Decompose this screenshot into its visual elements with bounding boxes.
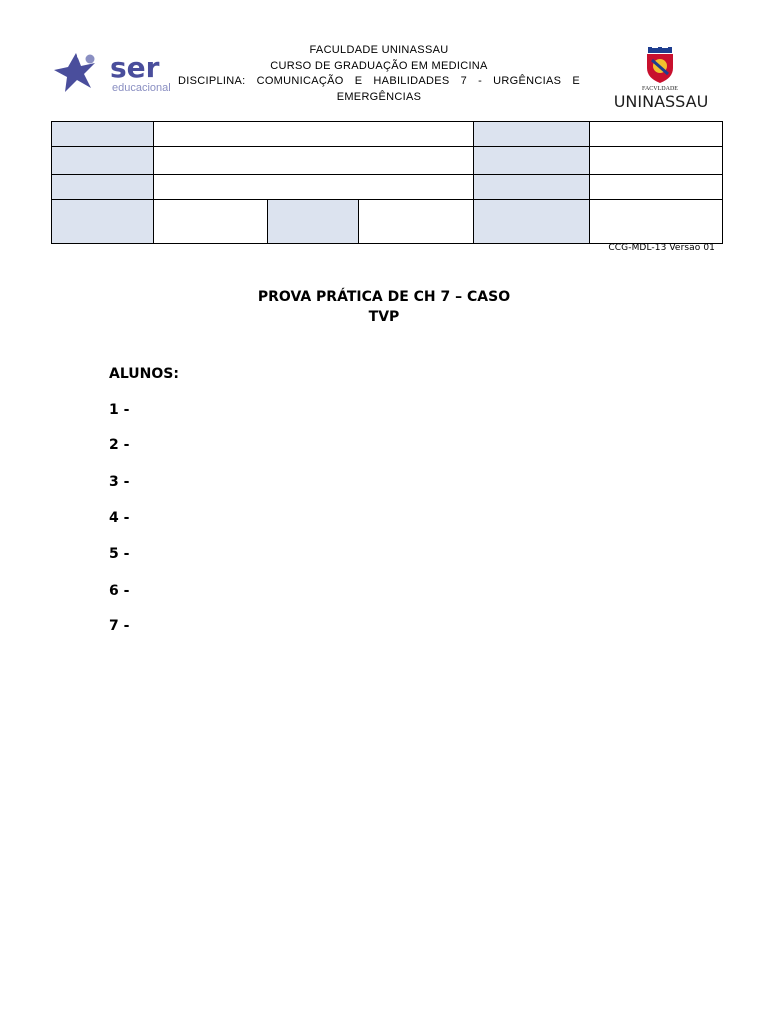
identification-table <box>51 121 723 244</box>
field-cell[interactable] <box>154 122 474 147</box>
exam-title-line1: PROVA PRÁTICA DE CH 7 – CASO <box>257 289 511 305</box>
field-cell[interactable] <box>154 147 474 175</box>
table-row <box>52 122 723 147</box>
student-number-2: 2 - <box>109 437 130 453</box>
field-cell[interactable] <box>154 175 474 200</box>
logo-faculdade-text: FACVLDADE <box>642 86 678 92</box>
field-cell[interactable] <box>590 200 723 244</box>
label-cell <box>474 175 590 200</box>
table-row <box>52 147 723 175</box>
label-cell <box>474 147 590 175</box>
exam-title-line2: TVP <box>368 309 400 325</box>
uninassau-logo <box>606 46 716 110</box>
form-version-code: CCG-MDL-13 Versão 01 <box>608 243 715 253</box>
header-discipline: DISCIPLINA: COMUNICAÇÃO E HABILIDADES 7 - URGÊNCIAS E <box>178 75 580 87</box>
label-cell <box>52 147 154 175</box>
table-row <box>52 175 723 200</box>
field-cell[interactable] <box>590 122 723 147</box>
label-cell <box>474 200 590 244</box>
header-discipline-cont: EMERGÊNCIAS <box>336 90 422 103</box>
label-cell <box>474 122 590 147</box>
field-cell[interactable] <box>154 200 268 244</box>
student-number-6: 6 - <box>109 583 130 599</box>
student-number-4: 4 - <box>109 510 130 526</box>
student-number-7: 7 - <box>109 618 130 634</box>
header-institution: FACULDADE UNINASSAU <box>309 44 449 56</box>
logo-uninassau-text: UNINASSAU <box>613 92 709 110</box>
label-cell <box>52 175 154 200</box>
label-cell <box>52 122 154 147</box>
logo-educacional-text: educacional <box>112 82 170 94</box>
header-text-block <box>178 43 580 105</box>
student-number-1: 1 - <box>109 402 130 418</box>
student-number-5: 5 - <box>109 546 130 562</box>
students-label: ALUNOS: <box>109 366 179 382</box>
field-cell[interactable] <box>590 175 723 200</box>
exam-title <box>0 287 768 327</box>
label-cell <box>268 200 359 244</box>
logo-ser-text: ser <box>110 51 160 84</box>
table-row <box>52 200 723 244</box>
field-cell[interactable] <box>359 200 474 244</box>
header-course: CURSO DE GRADUAÇÃO EM MEDICINA <box>270 59 488 72</box>
field-cell[interactable] <box>590 147 723 175</box>
ser-educacional-logo <box>50 50 170 98</box>
label-cell <box>52 200 154 244</box>
star-people-icon <box>54 53 95 92</box>
shield-crest-icon <box>647 47 673 83</box>
student-number-3: 3 - <box>109 474 130 490</box>
